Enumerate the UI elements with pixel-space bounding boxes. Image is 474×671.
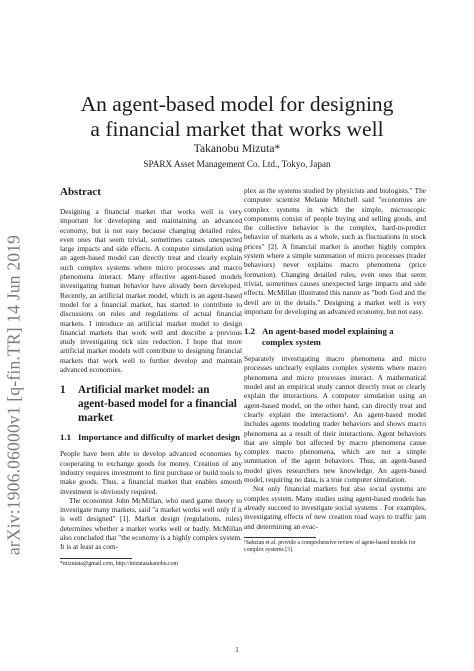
arxiv-id-text: arXiv:1906.06000v1 [q-fin.TR] 14 Jun 2019 (3, 234, 24, 556)
author-name: Takanobu Mizuta* (193, 143, 281, 155)
footnote-rule-left (60, 558, 132, 559)
right-column (244, 186, 426, 554)
left-column (60, 186, 242, 568)
abstract-text: Designing a financial market that works well is very important for developing and maintaining an advanced economy, but is not easy because changing detailed rules, even ones that seem trivial, sometimes causes unexpected large impacts and side effects. A computer simulation using an agent-based model can directly treat and clearly explain such complex systems where micro processes and macro phenomena interact. Many effective agent-based models investigating human behavior have already been developed. Recently, an artificial market model, which is an agent-based model for a financial market, has started to contribute to discussions on rules and regulations of actual financial markets. I introduce an artificial market model to design financial markets that work well and describe a previous study investigating tick size reduction. I hope that more artificial market models will contribute to designing financial markets that work well to further develop and maintain advanced economies. (60, 207, 242, 375)
paper-title (60, 92, 414, 142)
title-line-2: a financial market that works well (90, 117, 384, 141)
arxiv-identifier (3, 195, 25, 595)
section-1-title: Artificial market model: an agent-based model for a financial market (78, 384, 237, 425)
subsection-1-2-number: 1.2 (244, 326, 255, 337)
subsection-1-1-title: Importance and difficulty of market design (78, 432, 241, 443)
section-1-2-paragraph-1: Separately investigating macro phenomena and micro processes unclearly explains complex systems where macro phenomena and micro processes interact. A mathematical model and an empirical study cannot directly treat or clearly explain the interactions. A computer simulation using an agent-based model, on the other hand, can directly treat and clearly explain the interactions¹. An agent-based model includes agents modeling trader behaviors and shows macro phenomena as a result of their interactions. Agent behaviors that are simple but affected by macro phenomena cause complex macro phenomena, which are not a simple summation of the agent behaviors. Thus, an agent-based model gives researchers new knowledge. An agent-based model, requiring no data, is a true computer simulation. (244, 354, 426, 485)
author-footnote: *mizutata@gmail.com, http://mizutatakanobu.com (60, 560, 179, 567)
author-affiliation: SPARX Asset Management Co. Ltd., Tokyo, Japan (143, 159, 331, 169)
footnote-1: ¹Sabzian et al. provide a comprehensive review of agent-based models for complex systems [3]. (244, 539, 416, 553)
title-line-1: An agent-based model for designing (80, 92, 394, 116)
section-1-1-continuation: plex as the systems studied by physicists and biologists." The computer scientist Melanie Mitchell said "economies are complex systems in which the simple, microscopic components consist of people buying and selling goods, and the collective behavior is the complex, hard-to-predict behavior of markets as a whole, such as fluctuations in stock prices" [2]. A financial market is another highly complex system where a simple summation of micro processes (trader behaviors) never explains macro phenomena (price formation). Changing detailed rules, even ones that seem trivial, sometimes causes unexpected large impacts and side effects. McMillan illustrated this nature as "both God and the devil are in the details." Designing a market well is very important for developing an advanced economy, but not easy. (244, 186, 426, 316)
subsection-1-1-heading (60, 432, 242, 443)
subsection-1-2-heading (244, 326, 426, 348)
section-1-number: 1 (60, 384, 66, 397)
abstract-heading: Abstract (60, 186, 101, 198)
subsection-1-2-title: An agent-based model explaining a complex system (262, 326, 394, 348)
section-1-1-paragraph-2: The economist John McMillan, who used game theory to investigate many markets, said "a market works well only if it is well designed" [1]. Market design (regulations, rules) determines whether a market works well or badly. McMillan also concluded that "the economy is a highly complex system. It is at least as com- (60, 495, 242, 552)
footnote-rule-right (244, 537, 316, 538)
page-number: 1 (235, 645, 239, 654)
subsection-1-1-number: 1.1 (60, 432, 71, 443)
section-1-heading (60, 383, 242, 425)
section-1-1-paragraph-1: People have been able to develop advanced economies by cooperating to exchange goods for money. Creation of any industry requires investment to first purchase or build tools to make goods. Thus, a financial market that enables smooth investment is obviously required. (60, 449, 242, 496)
section-1-2-paragraph-2: Not only financial markets but also social systems are complex system. Many studies using agent-based models has already succeed to investigate social systems . For examples, investigating effects of new creation road ways to traffic jam and determining an evac- (244, 484, 426, 531)
